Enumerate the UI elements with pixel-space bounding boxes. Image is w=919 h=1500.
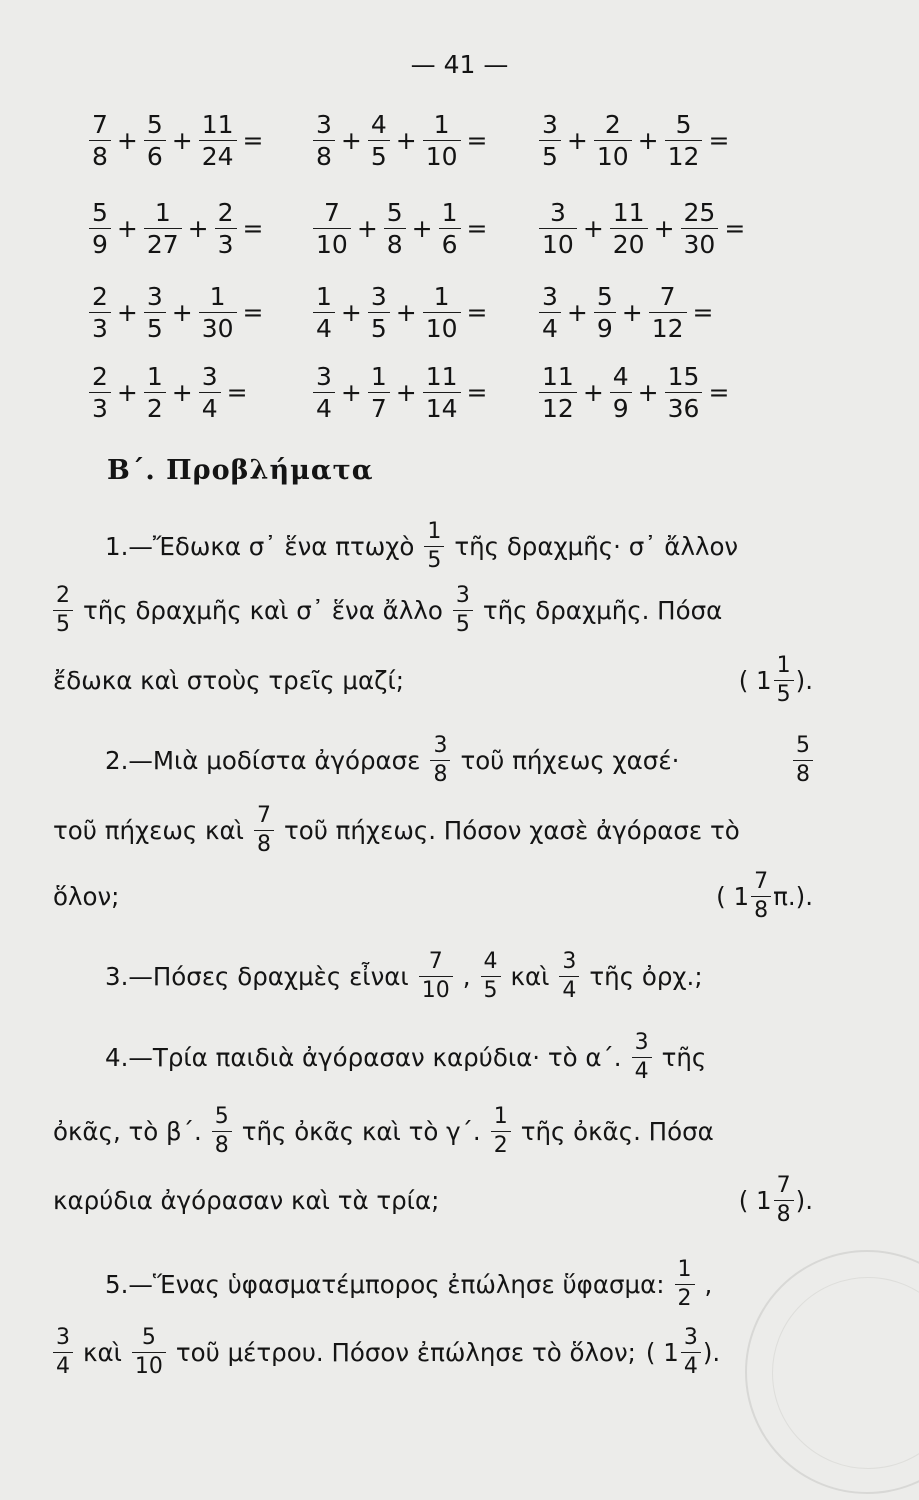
fraction: $\frac{2}{3}$ (89, 284, 111, 341)
equals-sign: = (466, 297, 488, 327)
fraction: $\frac{2}{10}$ (594, 112, 632, 169)
fraction-sum-expression (312, 272, 492, 352)
problem-1-line-3 (53, 648, 813, 712)
plus-sign: + (116, 125, 138, 155)
text: τῆς δραχμῆς· σ᾽ ἄλλον (454, 531, 739, 561)
fraction-sum-expression (538, 352, 734, 432)
plus-sign: + (395, 125, 417, 155)
exercise-row (0, 272, 919, 352)
text: 3.—Πόσες δραχμὲς εἶναι (105, 961, 409, 991)
exercise-row (0, 352, 919, 432)
fraction: $\frac{3}{8}$ (313, 112, 335, 169)
answer: ( 1 $\frac{7}{8}$ ). (738, 1172, 813, 1227)
text: ἔδωκα καὶ στοὺς τρεῖς μαζί; (53, 665, 405, 695)
plus-sign: + (621, 297, 643, 327)
equals-sign: = (466, 377, 488, 407)
fraction: $\frac{7}{8}$ (254, 805, 274, 856)
problem-5-line-2 (53, 1320, 813, 1384)
fraction-sum-expression (88, 100, 268, 180)
plus-sign: + (171, 297, 193, 327)
text: τοῦ μέτρου. Πόσον ἐπώλησε τὸ ὅλον; (175, 1337, 636, 1367)
equals-sign: = (242, 297, 264, 327)
text: καὶ (83, 1337, 122, 1367)
equals-sign: = (466, 125, 488, 155)
equals-sign: = (242, 125, 264, 155)
fraction: $\frac{1}{7}$ (368, 364, 390, 421)
text: 5.—Ἕνας ὑφασματέμπορος ἐπώλησε ὕφασμα: (105, 1269, 665, 1299)
fraction: $\frac{4}{5}$ (368, 112, 390, 169)
text: 4.—Τρία παιδιὰ ἀγόρασαν καρύδια· τὸ α΄. (105, 1042, 622, 1072)
fraction: $\frac{5}{8}$ (384, 200, 406, 257)
plus-sign: + (395, 297, 417, 327)
plus-sign: + (566, 125, 588, 155)
exercise-row (0, 100, 919, 180)
problem-2-line-3 (53, 864, 813, 928)
answer: ( 1 $\frac{3}{4}$ ). (645, 1324, 721, 1379)
text: τοῦ πήχεως χασέ· (460, 745, 680, 775)
problem-4-line-1 (53, 1025, 813, 1089)
problem-5-line-1 (53, 1252, 813, 1316)
text: τῆς ὀρχ.; (589, 961, 703, 991)
text: , (704, 1269, 713, 1299)
fraction: $\frac{1}{2}$ (491, 1106, 511, 1157)
fraction: $\frac{3}{4}$ (53, 1327, 73, 1378)
fraction: $\frac{5}{12}$ (665, 112, 703, 169)
plus-sign: + (395, 377, 417, 407)
fraction: $\frac{5}{6}$ (144, 112, 166, 169)
fraction: $\frac{1}{2}$ (144, 364, 166, 421)
fraction: $\frac{5}{8}$ (793, 735, 813, 786)
text: ὀκᾶς, τὸ β΄. (53, 1116, 202, 1146)
fraction: $\frac{2}{3}$ (89, 364, 111, 421)
plus-sign: + (566, 297, 588, 327)
text: τῆς ὀκᾶς. Πόσα (520, 1116, 714, 1146)
fraction: $\frac{3}{4}$ (539, 284, 561, 341)
equals-sign: = (708, 377, 730, 407)
fraction: $\frac{3}{4}$ (632, 1032, 652, 1083)
exercise-row (0, 188, 919, 268)
page-number: — 41 — (410, 50, 509, 79)
plus-sign: + (187, 213, 209, 243)
fraction: $\frac{3}{8}$ (430, 735, 450, 786)
fraction: $\frac{11}{20}$ (610, 200, 648, 257)
answer: ( 1 $\frac{1}{5}$ ). (738, 652, 813, 707)
plus-sign: + (116, 213, 138, 243)
text: τῆς (661, 1042, 707, 1072)
problem-4-line-2 (53, 1099, 813, 1163)
fraction: $\frac{5}{9}$ (89, 200, 111, 257)
fraction: $\frac{7}{10}$ (313, 200, 351, 257)
section-heading: Β΄. Προβλήματα (107, 455, 374, 486)
fraction: $\frac{2}{3}$ (215, 200, 237, 257)
fraction: $\frac{3}{5}$ (453, 585, 473, 636)
fraction-sum-expression (538, 188, 750, 268)
fraction: $\frac{1}{10}$ (423, 112, 461, 169)
fraction: $\frac{15}{36}$ (665, 364, 703, 421)
fraction: $\frac{3}{5}$ (144, 284, 166, 341)
fraction: $\frac{7}{8}$ (89, 112, 111, 169)
text: ὅλον; (53, 881, 120, 911)
problem-2-line-1 (53, 728, 813, 792)
text: καρύδια ἀγόρασαν καὶ τὰ τρία; (53, 1185, 440, 1215)
equals-sign: = (724, 213, 746, 243)
fraction: $\frac{7}{10}$ (419, 951, 453, 1002)
fraction-sum-expression (538, 100, 734, 180)
text: τῆς δραχμῆς. Πόσα (482, 595, 723, 625)
fraction: $\frac{11}{24}$ (199, 112, 237, 169)
text: τοῦ πήχεως. Πόσον χασὲ ἀγόρασε τὸ (283, 815, 740, 845)
equals-sign: = (242, 213, 264, 243)
plus-sign: + (637, 125, 659, 155)
plus-sign: + (653, 213, 675, 243)
text: τῆς δραχμῆς καὶ σ᾽ ἕνα ἄλλο (83, 595, 443, 625)
fraction: $\frac{1}{30}$ (199, 284, 237, 341)
plus-sign: + (116, 297, 138, 327)
problem-1-line-2 (53, 578, 813, 642)
fraction-sum-expression (538, 272, 718, 352)
fraction: $\frac{3}{5}$ (368, 284, 390, 341)
fraction: $\frac{3}{4}$ (559, 951, 579, 1002)
fraction: $\frac{4}{9}$ (610, 364, 632, 421)
fraction-sum-expression (312, 100, 492, 180)
fraction: $\frac{2}{5}$ (53, 585, 73, 636)
fraction: $\frac{11}{12}$ (539, 364, 577, 421)
problem-1-line-1 (53, 514, 813, 578)
plus-sign: + (171, 377, 193, 407)
fraction: $\frac{7}{12}$ (649, 284, 687, 341)
text: 2.—Μιὰ μοδίστα ἀγόρασε (105, 745, 421, 775)
plus-sign: + (582, 377, 604, 407)
fraction: $\frac{1}{6}$ (439, 200, 461, 257)
fraction: $\frac{1}{2}$ (675, 1259, 695, 1310)
problem-4-line-3 (53, 1168, 813, 1232)
plus-sign: + (171, 125, 193, 155)
fraction: $\frac{1}{27}$ (144, 200, 182, 257)
text: καὶ (510, 961, 550, 991)
fraction: $\frac{1}{5}$ (424, 521, 444, 572)
plus-sign: + (356, 213, 378, 243)
fraction: $\frac{5}{8}$ (212, 1106, 232, 1157)
fraction: $\frac{5}{10}$ (132, 1327, 166, 1378)
fraction-sum-expression (88, 352, 253, 432)
equals-sign: = (708, 125, 730, 155)
fraction: $\frac{3}{5}$ (539, 112, 561, 169)
plus-sign: + (637, 377, 659, 407)
text: 1.—Ἔδωκα σ᾽ ἕνα πτωχὸ (105, 531, 415, 561)
plus-sign: + (340, 125, 362, 155)
text: , (462, 961, 471, 991)
fraction-sum-expression (88, 272, 268, 352)
plus-sign: + (411, 213, 433, 243)
text: τοῦ πήχεως καὶ (53, 815, 244, 845)
plus-sign: + (582, 213, 604, 243)
fraction: $\frac{3}{4}$ (313, 364, 335, 421)
fraction: $\frac{1}{4}$ (313, 284, 335, 341)
equals-sign: = (226, 377, 248, 407)
fraction: $\frac{3}{4}$ (199, 364, 221, 421)
fraction-sum-expression (312, 352, 492, 432)
fraction: $\frac{5}{9}$ (594, 284, 616, 341)
fraction-sum-expression (88, 188, 268, 268)
fraction: $\frac{11}{14}$ (423, 364, 461, 421)
fraction: $\frac{1}{10}$ (423, 284, 461, 341)
equals-sign: = (466, 213, 488, 243)
fraction: $\frac{4}{5}$ (481, 951, 501, 1002)
plus-sign: + (340, 297, 362, 327)
text: τῆς ὀκᾶς καὶ τὸ γ΄. (241, 1116, 481, 1146)
fraction-sum-expression (312, 188, 492, 268)
plus-sign: + (340, 377, 362, 407)
problem-3-line-1 (53, 944, 813, 1008)
plus-sign: + (116, 377, 138, 407)
equals-sign: = (692, 297, 714, 327)
answer: ( 1 $\frac{7}{8}$ π.). (716, 868, 813, 923)
problem-2-line-2 (53, 798, 813, 862)
fraction: $\frac{3}{10}$ (539, 200, 577, 257)
fraction: $\frac{25}{30}$ (681, 200, 719, 257)
